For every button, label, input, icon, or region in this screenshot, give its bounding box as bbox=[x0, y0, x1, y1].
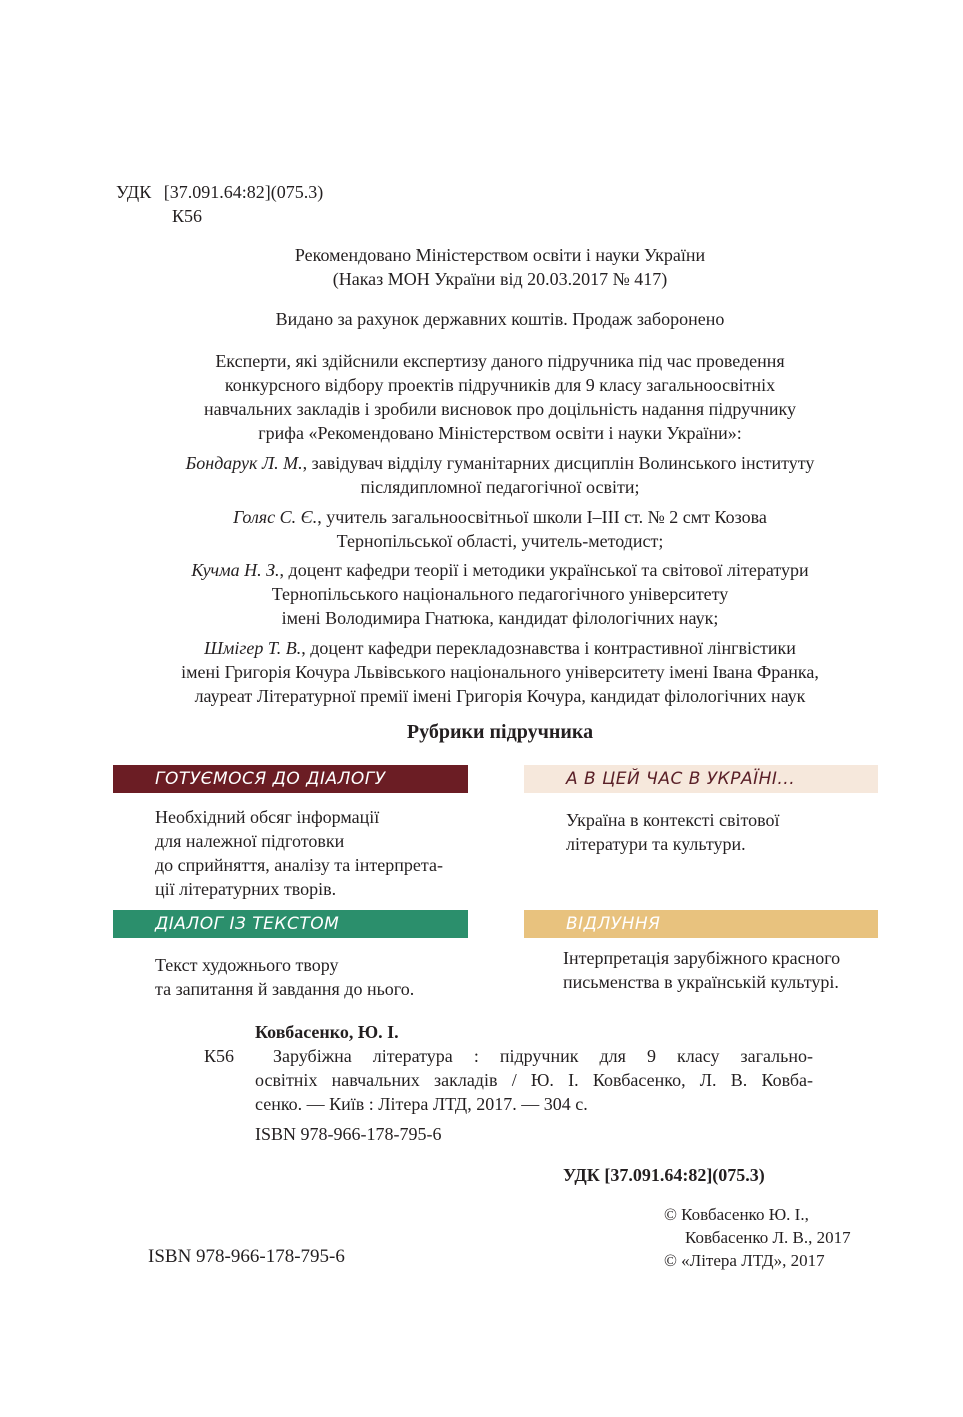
expert-position: , доцент кафедри теорії і методики української та світової літератури bbox=[279, 560, 809, 580]
expert-name: Бондарук Л. М. bbox=[185, 453, 303, 473]
catalog-description: Зарубіжна література : підручник для 9 класу загально- освітніх навчальних закладів / Ю. І. Ковбасенко, Л. В. Ковба- сенко. — Київ : Літера ЛТД, 2017. — 304 с. bbox=[255, 1046, 813, 1114]
state-funds-notice: Видано за рахунок державних коштів. Продаж заборонено bbox=[275, 309, 725, 329]
catalog-author: Ковбасенко, Ю. І. bbox=[255, 1022, 399, 1042]
expert-position-line: Тернопільського національного педагогічного університету bbox=[271, 584, 729, 604]
copyright: © Ковбасенко Ю. І., Ковбасенко Л. В., 2017 © «Літера ЛТД», 2017 bbox=[664, 1205, 851, 1270]
experts-intro-line: грифа «Рекомендовано Міністерством освіти і науки України»: bbox=[258, 423, 742, 443]
catalog-index: К56 bbox=[204, 1046, 235, 1066]
recommendation-order: (Наказ МОН України від 20.03.2017 № 417) bbox=[332, 269, 668, 289]
isbn-bottom: ISBN 978-966-178-795-6 bbox=[148, 1246, 345, 1267]
experts-intro-line: Експерти, які здійснили експертизу даного підручника під час проведення bbox=[215, 351, 785, 371]
recommendation-line: Рекомендовано Міністерством освіти і науки України bbox=[294, 245, 706, 265]
expert-entry bbox=[0, 558, 963, 630]
expert-position-line: імені Григорія Кочура Львівського національного університету імені Івана Франка, bbox=[181, 662, 819, 682]
rubric-band-echo: ВІДЛУННЯ bbox=[524, 910, 878, 938]
rubric-desc: Інтерпретація зарубіжного красного письменства в українській культурі. bbox=[563, 948, 841, 992]
author-index-top: К56 bbox=[172, 206, 203, 226]
expert-position: , доцент кафедри перекладознавства і контрастивної лінгвістики bbox=[301, 638, 796, 658]
expert-entry bbox=[0, 636, 963, 708]
rubric-desc: Необхідний обсяг інформації для належної підготовки до сприйняття, аналізу та інтерпрета- ції літературних творів. bbox=[155, 807, 443, 899]
udk-code: [37.091.64:82](075.3) bbox=[163, 182, 324, 202]
expert-name: Шмігер Т. В. bbox=[204, 638, 302, 658]
recommendation bbox=[0, 243, 963, 291]
rubric-band-dialogue: ДІАЛОГ ІЗ ТЕКСТОМ bbox=[113, 910, 468, 938]
expert-name: Кучма Н. З. bbox=[191, 560, 280, 580]
experts-intro-line: навчальних закладів і зробили висновок про доцільність надання підручнику bbox=[204, 399, 796, 419]
expert-position: , учитель загальноосвітньої школи І–ІІІ ст. № 2 смт Козова bbox=[317, 507, 767, 527]
expert-position-line: імені Володимира Гнатюка, кандидат філологічних наук; bbox=[281, 608, 719, 628]
experts-intro-line: конкурсного відбору проектів підручників для 9 класу загальноосвітніх bbox=[224, 375, 776, 395]
expert-position-line: Тернопільської області, учитель-методист; bbox=[336, 531, 664, 551]
rubric-desc: Україна в контексті світової літератури та культури. bbox=[566, 810, 780, 854]
udk-top bbox=[116, 180, 323, 204]
udk-label: УДК bbox=[116, 182, 152, 202]
expert-entry bbox=[0, 451, 963, 499]
expert-name: Голяс С. Є. bbox=[233, 507, 318, 527]
experts-intro bbox=[0, 349, 963, 445]
expert-position-line: лауреат Літературної премії імені Григорія Кочура, кандидат філологічних наук bbox=[194, 686, 806, 706]
catalog-isbn: ISBN 978-966-178-795-6 bbox=[255, 1124, 442, 1144]
rubrics-title: Рубрики підручника bbox=[406, 721, 594, 743]
expert-position: , завідувач відділу гуманітарних дисциплін Волинського інституту bbox=[302, 453, 815, 473]
rubric-band-ukraine: А В ЦЕЙ ЧАС В УКРАЇНІ... bbox=[524, 765, 878, 793]
expert-entry bbox=[0, 505, 963, 553]
rubric-band-prepare: ГОТУЄМОСЯ ДО ДІАЛОГУ bbox=[113, 765, 468, 793]
expert-position-line: післядипломної педагогічної освіти; bbox=[360, 477, 640, 497]
rubric-desc: Текст художнього твору та запитання й завдання до нього. bbox=[155, 955, 415, 999]
catalog-udk: УДК [37.091.64:82](075.3) bbox=[563, 1165, 765, 1185]
